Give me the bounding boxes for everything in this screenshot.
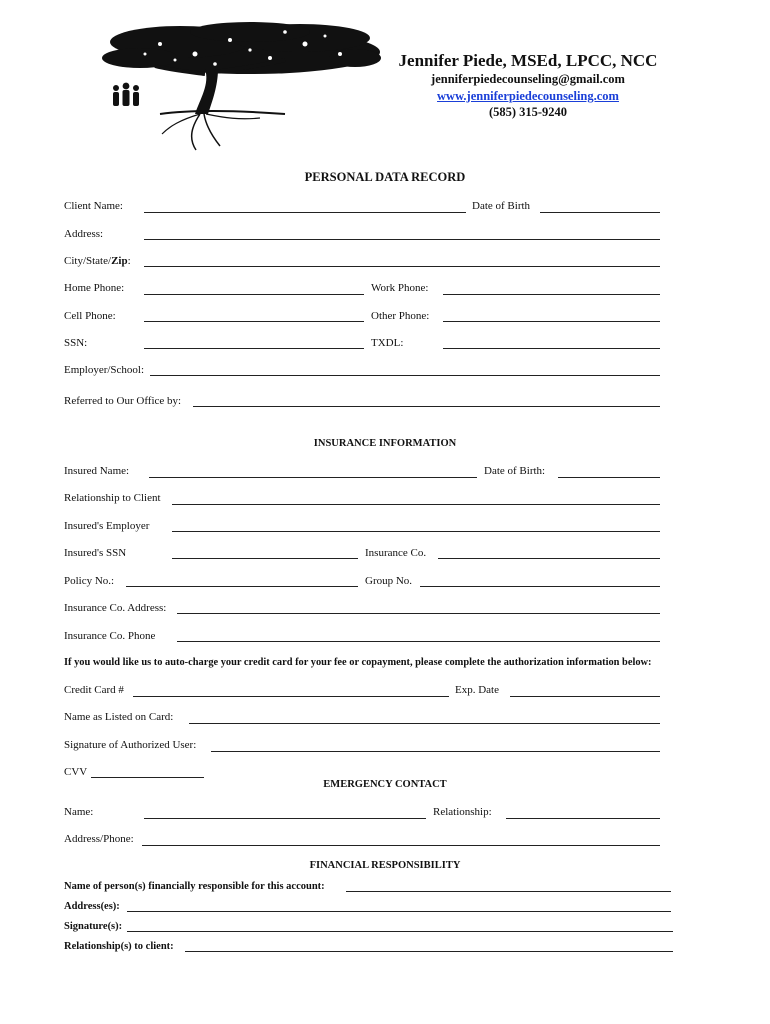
- insured-dob-field[interactable]: [558, 477, 660, 478]
- work-phone-label: Work Phone:: [371, 282, 429, 294]
- ssn-field[interactable]: [144, 348, 364, 349]
- work-phone-field[interactable]: [443, 294, 660, 295]
- referred-by-field[interactable]: [193, 406, 660, 407]
- city-state-zip-label: [64, 255, 131, 268]
- other-phone-label: Other Phone:: [371, 310, 430, 322]
- insurance-address-field[interactable]: [177, 613, 660, 614]
- dob-label: Date of Birth: [472, 200, 531, 212]
- txdl-field[interactable]: [443, 348, 660, 349]
- group-no-field[interactable]: [420, 586, 660, 587]
- insurance-phone-field[interactable]: [177, 641, 660, 642]
- dob-field[interactable]: [540, 212, 660, 213]
- signature-authorized-field[interactable]: [211, 751, 660, 752]
- home-phone-label: Home Phone:: [64, 282, 125, 294]
- policy-no-field[interactable]: [126, 586, 358, 587]
- policy-no-label: Policy No.:: [64, 575, 115, 587]
- credit-card-field[interactable]: [133, 696, 449, 697]
- insurance-heading: INSURANCE INFORMATION: [313, 438, 457, 449]
- insurance-phone-label: Insurance Co. Phone: [64, 630, 156, 642]
- insurance-co-field[interactable]: [438, 558, 660, 559]
- other-phone-field[interactable]: [443, 321, 660, 322]
- city-state-zip-field[interactable]: [144, 266, 660, 267]
- website-link[interactable]: [400, 89, 656, 104]
- credit-card-label: Credit Card #: [64, 684, 124, 696]
- phone-text: (585) 315-9240: [488, 105, 568, 119]
- zip-text: Zip: [111, 255, 128, 267]
- emergency-heading: EMERGENCY CONTACT: [323, 779, 447, 790]
- financial-signatures-field[interactable]: [127, 931, 673, 932]
- financial-relationships-label: Relationship(s) to client:: [64, 941, 174, 952]
- relationship-to-client-field[interactable]: [172, 504, 660, 505]
- insured-employer-field[interactable]: [172, 531, 660, 532]
- emergency-name-label: Name:: [64, 806, 94, 818]
- insured-ssn-label: Insured's SSN: [64, 547, 127, 559]
- insured-dob-label: Date of Birth:: [484, 465, 546, 477]
- ssn-label: SSN:: [64, 337, 88, 349]
- insured-ssn-field[interactable]: [172, 558, 358, 559]
- relationship-to-client-label: Relationship to Client: [64, 492, 161, 504]
- emergency-relationship-field[interactable]: [506, 818, 660, 819]
- financial-addresses-field[interactable]: [127, 911, 671, 912]
- name-on-card-field[interactable]: [189, 723, 660, 724]
- home-phone-field[interactable]: [144, 294, 364, 295]
- emergency-relationship-label: Relationship:: [433, 806, 492, 818]
- website-link-text[interactable]: www.jenniferpiedecounseling.com: [437, 89, 619, 103]
- insurance-address-label: Insurance Co. Address:: [64, 602, 167, 614]
- signature-authorized-label: Signature of Authorized User:: [64, 739, 197, 751]
- emergency-address-phone-field[interactable]: [142, 845, 660, 846]
- email-text: jenniferpiedecounseling@gmail.com: [431, 72, 625, 86]
- employer-school-label: Employer/School:: [64, 364, 145, 376]
- financial-heading: FINANCIAL RESPONSIBILITY: [309, 860, 461, 871]
- insured-name-label: Insured Name:: [64, 465, 130, 477]
- cell-phone-field[interactable]: [144, 321, 364, 322]
- employer-school-field[interactable]: [150, 375, 660, 376]
- group-no-label: Group No.: [365, 575, 413, 587]
- exp-date-label: Exp. Date: [455, 684, 499, 696]
- insured-name-field[interactable]: [149, 477, 477, 478]
- financial-signatures-label: Signature(s):: [64, 921, 123, 932]
- cvv-label: CVV: [64, 766, 88, 778]
- financial-relationships-field[interactable]: [185, 951, 673, 952]
- cvv-field[interactable]: [91, 777, 204, 778]
- city-state-text: City/State/: [64, 255, 112, 267]
- txdl-label: TXDL:: [371, 337, 404, 349]
- page-title: PERSONAL DATA RECORD: [304, 170, 466, 184]
- address-field[interactable]: [144, 239, 660, 240]
- name-on-card-label: Name as Listed on Card:: [64, 711, 174, 723]
- auto-charge-notice: If you would like us to auto-charge your credit card for your fee or copayment, please complete the authorization information below:: [64, 657, 652, 668]
- financial-persons-field[interactable]: [346, 891, 671, 892]
- insured-employer-label: Insured's Employer: [64, 520, 150, 532]
- address-label: Address:: [64, 228, 104, 240]
- emergency-address-phone-label: Address/Phone:: [64, 833, 134, 845]
- emergency-name-field[interactable]: [144, 818, 426, 819]
- cell-phone-label: Cell Phone:: [64, 310, 116, 322]
- financial-addresses-label: Address(es):: [64, 901, 120, 912]
- client-name-label: Client Name:: [64, 200, 123, 212]
- practitioner-name: Jennifer Piede, MSEd, LPCC, NCC: [398, 51, 658, 70]
- tree-family-logo-icon: [100, 14, 385, 152]
- exp-date-field[interactable]: [510, 696, 660, 697]
- referred-by-label: Referred to Our Office by:: [64, 395, 182, 407]
- insurance-co-label: Insurance Co.: [365, 547, 427, 559]
- client-name-field[interactable]: [144, 212, 466, 213]
- zip-colon: :: [127, 255, 131, 267]
- financial-persons-label: Name of person(s) financially responsible for this account:: [64, 881, 325, 892]
